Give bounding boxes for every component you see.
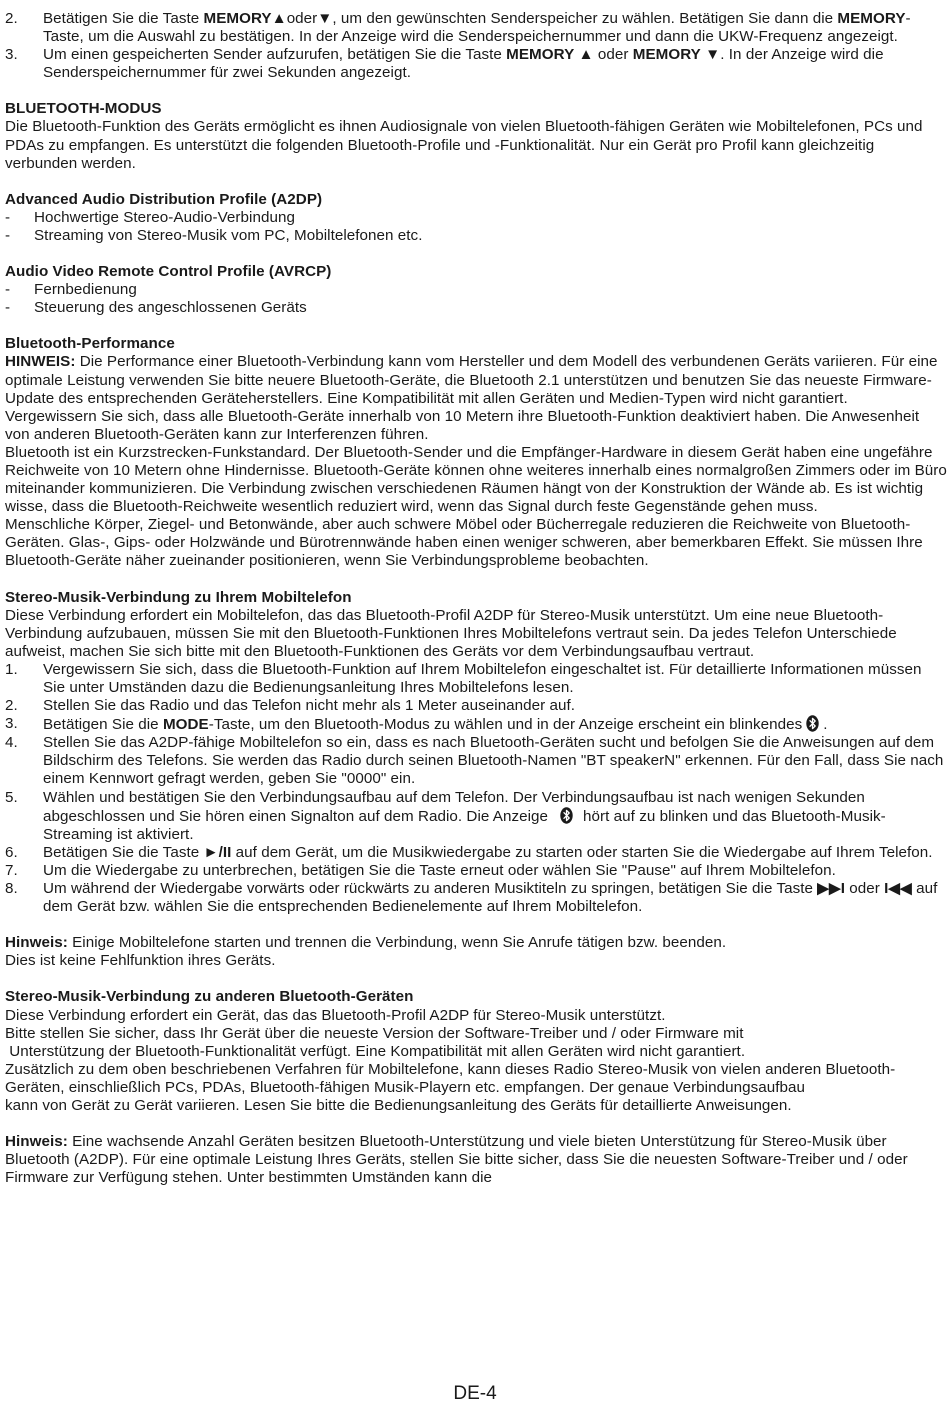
phone-step-7: 7. Um die Wiedergabe zu unterbrechen, betätigen Sie die Taste erneut oder wählen Sie "Pause" auf Ihrem Mobiltelefon.: [5, 861, 836, 879]
section-heading-bluetooth-mode: BLUETOOTH-MODUS: [5, 100, 162, 118]
previous-track-symbol: I◀◀: [884, 880, 912, 898]
hint-note-2: Hinweis: Eine wachsende Anzahl Geräten besitzen Bluetooth-Unterstützung und viele bieten Unterstützung für Stereo-Musik über Bluetooth (A2DP). Für eine optimale Leistung Ihres Geräts, stellen Sie bitte sicher, dass Sie die neuesten Software-Treiber und / oder Firmware zur Verfügung stehen. Unter bestimmten Umständen kann die: [5, 1133, 908, 1187]
hint-label: Hinweis:: [5, 934, 68, 952]
other-devices-line: Zusätzlich zu dem oben beschriebenen Verfahren für Mobiltelefone, kann dieses Radio Stereo-Musik von vielen anderen Bluetooth-Geräten, einschließlich PCs, PDAs, Bluetooth-fähigen Musik-Playern etc. empfangen. Der genaue Verbindungsaufbau: [5, 1060, 896, 1096]
hint-label: Hinweis:: [5, 1133, 68, 1151]
phone-step-1: 1. Vergewissern Sie sich, dass die Bluetooth-Funktion auf Ihrem Mobiltelefon eingeschaltet ist. Für detaillierte Informationen müssen Sie unter Umständen dazu die Bedienungsanleitung Ihres Mobiltelefons lesen.: [5, 660, 922, 696]
a2dp-item: - Hochwertige Stereo-Audio-Verbindung: [5, 208, 295, 226]
play-pause-symbol: ►/II: [203, 843, 232, 861]
other-devices-line: kann von Gerät zu Gerät variieren. Lesen Sie bitte die Bedienungsanleitung des Geräts für detaillierte Anweisungen.: [5, 1096, 792, 1114]
step-number: 3.: [5, 46, 18, 64]
phone-step-4: 4. Stellen Sie das A2DP-fähige Mobiltelefon so ein, dass es nach Bluetooth-Geräten sucht und befolgen Sie die Anweisungen auf dem Bildschirm des Telefons. Sie werden das Radio durch seinen Bluetooth-Namen "BT speakerN" erkennen. Für den Fall, dass Sie nach einem Kennwort gefragt werden, geben Sie "0000" ein.: [5, 734, 944, 788]
performance-paragraph: Menschliche Körper, Ziegel- und Betonwände, aber auch schwere Möbel oder Bücherregale reduzieren die Reichweite von Bluetooth-Geräten. Glas-, Gips- oder Holzwände und Bürotrennwände haben einen weniger schweren, aber bemerkbaren Effekt. Sie müssen Ihre Bluetooth-Geräte näher zueinander positionieren, wenn Sie Verbindungsprobleme beobachten.: [5, 516, 923, 570]
section-heading-a2dp: Advanced Audio Distribution Profile (A2DP): [5, 190, 323, 208]
section-heading-phone: Stereo-Musik-Verbindung zu Ihrem Mobiltelefon: [5, 588, 352, 606]
a2dp-item: - Streaming von Stereo-Musik vom PC, Mobiltelefonen etc.: [5, 226, 423, 244]
next-track-symbol: ▶▶I: [817, 880, 845, 898]
section-heading-performance: Bluetooth-Performance: [5, 335, 175, 353]
performance-paragraph: Vergewissern Sie sich, dass alle Bluetooth-Geräte innerhalb von 10 Metern ihre Bluetooth-Funktion deaktiviert haben. Die Anwesenheit von anderen Bluetooth-Geräten kann zur Interferenzen führen.: [5, 407, 920, 443]
phone-step-8: 8. Um während der Wiedergabe vorwärts oder rückwärts zu anderen Musiktiteln zu springen, betätigen Sie die Taste ▶▶I oder I◀◀ auf dem Gerät bzw. wählen Sie die entsprechenden Bedienelemente auf Ihrem Mobiltelefon.: [5, 880, 938, 916]
bluetooth-icon: [560, 807, 573, 824]
avrcp-item: - Steuerung des angeschlossenen Geräts: [5, 299, 307, 317]
bluetooth-mode-text: Die Bluetooth-Funktion des Geräts ermöglicht es ihnen Audiosignale von vielen Bluetooth-fähigen Geräten wie Mobiltelefonen, PCs und PDAs zu empfangen. Es unterstützt die folgenden Bluetooth-Profile und -Funktionalität. Nur ein Gerät pro Profil kann gleichzeitig verbunden werden.: [5, 118, 923, 172]
bluetooth-icon: [806, 715, 819, 732]
other-devices-line: Unterstützung der Bluetooth-Funktionalität verfügt. Eine Kompatibilität mit allen Geräten wird nicht garantiert.: [5, 1042, 746, 1060]
phone-step-3: 3. Betätigen Sie die MODE-Taste, um den Bluetooth-Modus zu wählen und in der Anzeige erscheint ein blinkendes .: [5, 715, 828, 734]
avrcp-item: - Fernbedienung: [5, 281, 137, 299]
phone-step-2: 2. Stellen Sie das Radio und das Telefon nicht mehr als 1 Meter auseinander auf.: [5, 697, 576, 715]
section-heading-other-devices: Stereo-Musik-Verbindung zu anderen Bluetooth-Geräten: [5, 988, 414, 1006]
page-number: DE-4: [453, 1383, 497, 1404]
hint-note-line2: Dies ist keine Fehlfunktion ihres Geräts.: [5, 952, 276, 970]
hint-note: Hinweis: Einige Mobiltelefone starten und trennen die Verbindung, wenn Sie Anrufe tätigen bzw. beenden.: [5, 934, 727, 952]
other-devices-line: Bitte stellen Sie sicher, dass Ihr Gerät über die neueste Version der Software-Treiber und / oder Firmware mit: [5, 1024, 744, 1042]
memory-step-3: 3. Um einen gespeicherten Sender aufzurufen, betätigen Sie die Taste MEMORY ▲ oder MEMORY ▼. In der Anzeige wird die Senderspeichernummer für zwei Sekunden angezeigt.: [5, 46, 884, 82]
other-devices-line: Diese Verbindung erfordert ein Gerät, das das Bluetooth-Profil A2DP für Stereo-Musik unterstützt.: [5, 1006, 666, 1024]
note-label: HINWEIS:: [5, 353, 76, 371]
performance-paragraph: Bluetooth ist ein Kurzstrecken-Funkstandard. Der Bluetooth-Sender und die Empfänger-Hardware in diesem Gerät haben eine ungefähre Reichweite von 10 Metern ohne Hindernisse. Bluetooth-Geräte können ohne weiteres innerhalb eines normalgroßen Zimmers oder im Büro miteinander kommunizieren. Die Verbindung zwischen verschiedenen Räumen hängt von der Konstruktion der Wände ab. Es ist wichtig wisse, dass die Bluetooth-Reichweite wesentlich reduziert wird, wenn das Signal durch feste Gegenstände gehen muss.: [5, 443, 947, 516]
performance-note: HINWEIS: Die Performance einer Bluetooth-Verbindung kann vom Hersteller und dem Modell des verbundenen Geräts variieren. Für eine optimale Leistung verwenden Sie bitte neuere Bluetooth-Geräte, die Bluetooth 2.1 unterstützen und benutzen Sie das neueste Firmware-Update des entsprechenden Geräteherstellers. Eine Kompatibilität mit allen Geräten und Medien-Typen wird nicht garantiert.: [5, 353, 938, 407]
document-page: [5, 10, 947, 1187]
phone-intro: Diese Verbindung erfordert ein Mobiltelefon, das das Bluetooth-Profil A2DP für Stereo-Musik unterstützt. Um eine neue Bluetooth-Verbindung aufzubauen, müssen Sie mit den Bluetooth-Funktionen Ihres Mobiltelefons vertraut sein. Da jedes Telefon Unterschiede aufweist, machen Sie sich bitte mit den Bluetooth-Funktionen des Geräts vor dem Verbindungsaufbau vertraut.: [5, 606, 897, 660]
memory-step-2: 2. Betätigen Sie die Taste MEMORY▲oder▼, um den gewünschten Senderspeicher zu wählen. Betätigen Sie dann die MEMORY-Taste, um die Auswahl zu bestätigen. In der Anzeige wird die Senderspeichernummer und dann die UKW-Frequenz angezeigt.: [5, 10, 911, 46]
phone-step-6: 6. Betätigen Sie die Taste ►/II auf dem Gerät, um die Musikwiedergabe zu starten oder starten Sie die Wiedergabe auf Ihrem Telefon.: [5, 843, 933, 861]
step-number: 2.: [5, 10, 18, 27]
section-heading-avrcp: Audio Video Remote Control Profile (AVRCP): [5, 263, 332, 281]
phone-step-5: 5. Wählen und bestätigen Sie den Verbindungsaufbau auf dem Telefon. Der Verbindungsaufbau ist nach wenigen Sekunden abgeschlossen und Sie hören einen Signalton auf dem Radio. Die Anzeige hört auf zu blinken und das Bluetooth-Musik-Streaming ist aktiviert.: [5, 788, 886, 843]
